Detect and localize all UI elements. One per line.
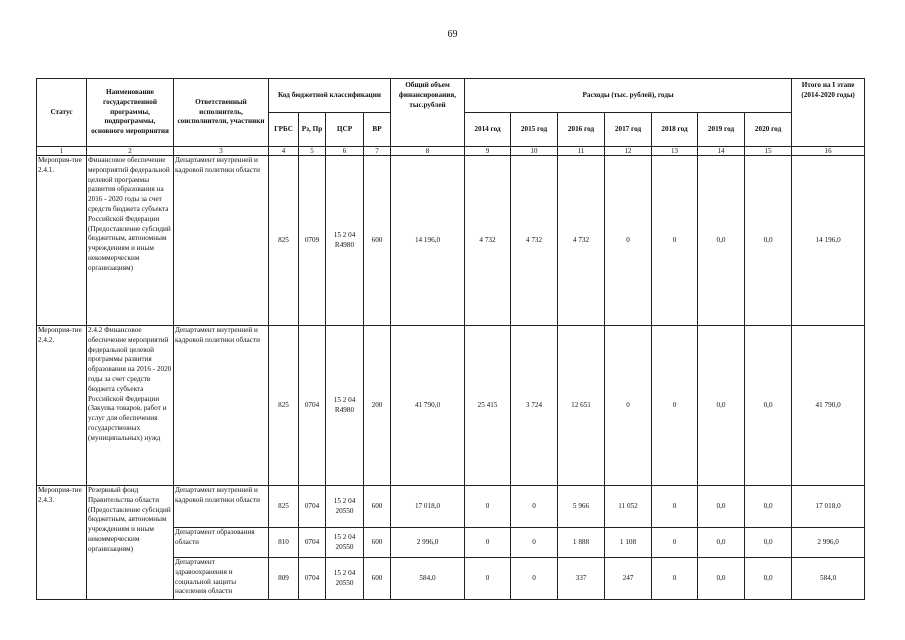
column-number: 10 [511, 147, 558, 156]
row-status: Мероприя-тие 2.4.1. [37, 156, 87, 326]
row-year-value: 0,0 [698, 558, 745, 600]
row-year-value: 1 108 [605, 528, 652, 558]
row-year-value: 0,0 [745, 558, 792, 600]
header-year: 2016 год [558, 113, 605, 147]
row-year-value: 0 [465, 558, 511, 600]
row-rzpr: 0704 [299, 486, 326, 528]
row-year-value: 0 [511, 486, 558, 528]
row-year-value: 247 [605, 558, 652, 600]
header-name: Наименование государственной программы, подпрограммы, основного мероприятия [87, 79, 174, 147]
header-budget-code: Код бюджетной классификации [269, 79, 391, 113]
row-vr: 600 [364, 528, 391, 558]
header-vr: ВР [364, 113, 391, 147]
header-rzpr: Рз, Пр [299, 113, 326, 147]
column-number: 15 [745, 147, 792, 156]
row-grbs: 810 [269, 528, 299, 558]
row-rzpr: 0704 [299, 326, 326, 486]
row-year-value: 0 [652, 326, 698, 486]
row-year-value: 337 [558, 558, 605, 600]
header-itog: Итого на I этапе (2014-2020 годы) [792, 79, 865, 147]
row-grbs: 825 [269, 156, 299, 326]
row-year-value: 0,0 [745, 486, 792, 528]
column-number: 14 [698, 147, 745, 156]
column-number: 12 [605, 147, 652, 156]
row-total: 2 996,0 [391, 528, 465, 558]
column-number-row [37, 147, 865, 156]
column-number: 5 [299, 147, 326, 156]
row-vr: 600 [364, 156, 391, 326]
row-vr: 200 [364, 326, 391, 486]
row-grbs: 825 [269, 326, 299, 486]
row-year-value: 4 732 [511, 156, 558, 326]
budget-table [36, 78, 865, 600]
row-year-value: 25 415 [465, 326, 511, 486]
header-csr: ЦСР [326, 113, 364, 147]
row-csr: 15 2 04 20550 [326, 486, 364, 528]
row-year-value: 0 [652, 156, 698, 326]
table-row [37, 156, 865, 326]
header-year: 2018 год [652, 113, 698, 147]
row-executor: Департамент внутренней и кадровой политики области [174, 486, 269, 528]
column-number: 13 [652, 147, 698, 156]
column-number: 8 [391, 147, 465, 156]
column-number: 3 [174, 147, 269, 156]
row-year-value: 0 [465, 528, 511, 558]
row-vr: 600 [364, 486, 391, 528]
page-number: 69 [447, 29, 458, 40]
column-number: 9 [465, 147, 511, 156]
row-total: 14 196,0 [391, 156, 465, 326]
row-itog: 584,0 [792, 558, 865, 600]
table-row [37, 486, 865, 528]
header-year: 2017 год [605, 113, 652, 147]
row-executor: Департамент внутренней и кадровой политики области [174, 156, 269, 326]
row-year-value: 4 732 [558, 156, 605, 326]
row-year-value: 0 [652, 528, 698, 558]
row-itog: 2 996,0 [792, 528, 865, 558]
row-year-value: 0 [652, 558, 698, 600]
column-number: 6 [326, 147, 364, 156]
row-grbs: 809 [269, 558, 299, 600]
row-vr: 600 [364, 558, 391, 600]
row-rzpr: 0709 [299, 156, 326, 326]
header-total: Общий объем финансирования, тыс.рублей [391, 79, 465, 147]
row-itog: 41 790,0 [792, 326, 865, 486]
row-csr: 15 2 04 R4980 [326, 326, 364, 486]
row-total: 41 790,0 [391, 326, 465, 486]
column-number: 4 [269, 147, 299, 156]
row-year-value: 0,0 [745, 156, 792, 326]
row-status: Мероприя-тие 2.4.2. [37, 326, 87, 486]
column-number: 11 [558, 147, 605, 156]
row-year-value: 0,0 [698, 326, 745, 486]
row-year-value: 11 052 [605, 486, 652, 528]
row-year-value: 3 724 [511, 326, 558, 486]
row-csr: 15 2 04 20550 [326, 558, 364, 600]
row-year-value: 0,0 [698, 528, 745, 558]
row-csr: 15 2 04 20550 [326, 528, 364, 558]
row-total: 584,0 [391, 558, 465, 600]
row-year-value: 0,0 [745, 528, 792, 558]
row-year-value: 0 [652, 486, 698, 528]
row-name: Резервный фонд Правительства области (Предоставление субсидий бюджетным, автономным учреждениям и иным некоммерческим организациям) [87, 486, 174, 600]
row-itog: 17 018,0 [792, 486, 865, 528]
row-name: 2.4.2 Финансовое обеспечение мероприятий федеральной целевой программы развития образования на 2016 - 2020 годы за счет средств бюджета субъекта Российской Федерации (Закупка товаров, работ и услуг для обеспечения государственных (муниципальных) нужд [87, 326, 174, 486]
header-year: 2019 год [698, 113, 745, 147]
column-number: 2 [87, 147, 174, 156]
row-year-value: 5 966 [558, 486, 605, 528]
row-total: 17 018,0 [391, 486, 465, 528]
row-year-value: 0,0 [745, 326, 792, 486]
column-number: 1 [37, 147, 87, 156]
column-number: 16 [792, 147, 865, 156]
row-year-value: 0 [465, 486, 511, 528]
row-rzpr: 0704 [299, 558, 326, 600]
row-year-value: 0 [605, 156, 652, 326]
row-name: Финансовое обеспечение мероприятий федеральной целевой программы развития образования на 2016 - 2020 годы за счет средств бюджета субъекта Российской Федерации (Предоставление субсидий бюджетным, автономным учреждениям и иным некоммерческим организациям) [87, 156, 174, 326]
header-year: 2014 год [465, 113, 511, 147]
header-status: Статус [37, 79, 87, 147]
row-status: Мероприя-тие 2.4.3. [37, 486, 87, 600]
row-year-value: 0,0 [698, 156, 745, 326]
row-year-value: 4 732 [465, 156, 511, 326]
header-expenses: Расходы (тыс. рублей), годы [465, 79, 792, 113]
row-year-value: 0 [511, 528, 558, 558]
row-executor: Департамент здравоохранения и социальной защиты населения области [174, 558, 269, 600]
row-year-value: 1 888 [558, 528, 605, 558]
header-grbs: ГРБС [269, 113, 299, 147]
row-csr: 15 2 04 R4980 [326, 156, 364, 326]
row-itog: 14 196,0 [792, 156, 865, 326]
row-executor: Департамент образования области [174, 528, 269, 558]
header-year: 2020 год [745, 113, 792, 147]
column-number: 7 [364, 147, 391, 156]
row-year-value: 0 [605, 326, 652, 486]
row-grbs: 825 [269, 486, 299, 528]
row-rzpr: 0704 [299, 528, 326, 558]
row-year-value: 12 651 [558, 326, 605, 486]
row-year-value: 0,0 [698, 486, 745, 528]
row-executor: Департамент внутренней и кадровой политики области [174, 326, 269, 486]
row-year-value: 0 [511, 558, 558, 600]
table-row [37, 326, 865, 486]
header-year: 2015 год [511, 113, 558, 147]
header-executor: Ответственный исполнитель, соисполнители, участники [174, 79, 269, 147]
